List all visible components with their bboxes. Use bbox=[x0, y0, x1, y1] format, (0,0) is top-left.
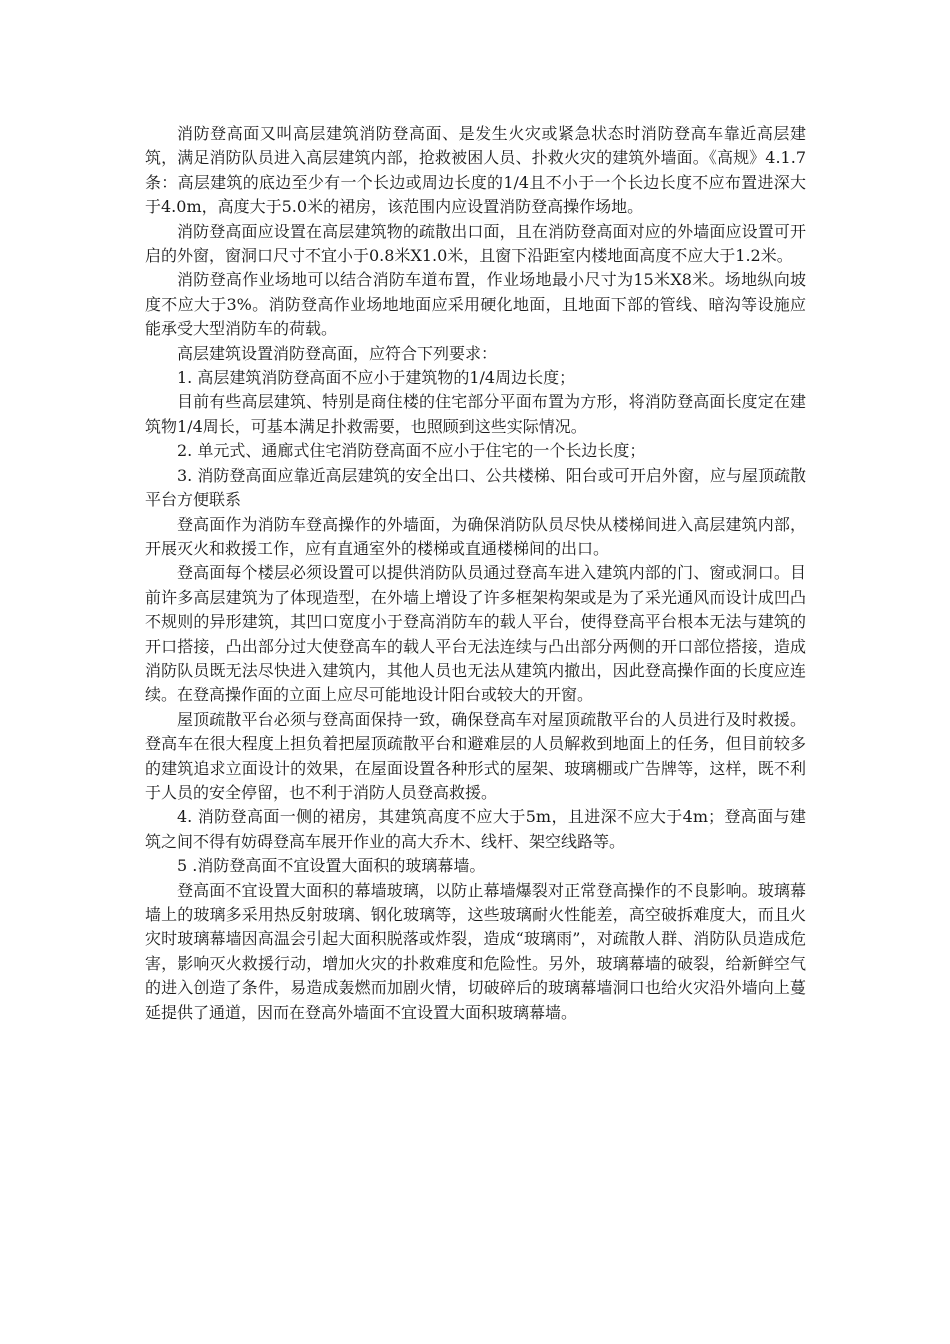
paragraph-requirement-2: 2. 单元式、通廊式住宅消防登高面不应小于住宅的一个长边长度； bbox=[177, 441, 646, 461]
document-body bbox=[145, 122, 806, 1025]
paragraph-requirements-intro: 高层建筑设置消防登高面，应符合下列要求： bbox=[177, 343, 498, 363]
paragraph-requirement-1-note: 目前有些高层建筑、特别是商住楼的住宅部分平面布置为方形，将消防登高面长度定在建筑物1/4周长，可基本满足扑救需要，也照顾到这些实际情况。 bbox=[145, 392, 806, 436]
paragraph-glass-curtain-wall: 登高面不宜设置大面积的幕墙玻璃，以防止幕墙爆裂对正常登高操作的不良影响。玻璃幕墙上的玻璃多采用热反射玻璃、钢化玻璃等，这些玻璃耐火性能差，高空破拆难度大，而且火灾时玻璃幕墙因高温会引起大面积脱落或炸裂，造成“玻璃雨”，对疏散人群、消防队员造成危害，影响灭火救援行动，增加火灾的扑救难度和危险性。另外，玻璃幕墙的破裂，给新鲜空气的进入创造了条件，易造成轰燃而加剧火情，切破碎后的玻璃幕墙洞口也给火灾沿外墙向上蔓延提供了通道，因而在登高外墙面不宜设置大面积玻璃幕墙。 bbox=[145, 880, 806, 1022]
paragraph-exterior-window: 消防登高面应设置在高层建筑物的疏散出口面，且在消防登高面对应的外墙面应设置可开启的外窗，窗洞口尺寸不宜小于0.8米X1.0米，且窗下沿距室内楼地面高度不应大于1.2米。 bbox=[145, 221, 806, 266]
paragraph-operation-site: 消防登高作业场地可以结合消防车道布置，作业场地最小尺寸为15米X8米。场地纵向坡度不应大于3%。消防登高作业场地地面应采用硬化地面，且地面下部的管线、暗沟等设施应能承受大型消防车的荷载。 bbox=[145, 270, 806, 339]
paragraph-stair-access: 登高面作为消防车登高操作的外墙面，为确保消防队员尽快从楼梯间进入高层建筑内部，开展灭火和救援工作，应有直通室外的楼梯或直通楼梯间的出口。 bbox=[145, 514, 806, 558]
paragraph-requirement-1: 1. 高层建筑消防登高面不应小于建筑物的1/4周边长度； bbox=[177, 368, 576, 388]
paragraph-floor-openings: 登高面每个楼层必须设置可以提供消防队员通过登高车进入建筑内部的门、窗或洞口。目前许多高层建筑为了体现造型，在外墙上增设了许多框架构架或是为了采光通风而设计成凹凸不规则的异形建筑，其凹口宽度小于登高消防车的载人平台，使得登高平台根本无法与建筑的开口搭接，凸出部分过大使登高车的载人平台无法连续与凸出部分两侧的开口部位搭接，造成消防队员既无法尽快进入建筑内，其他人员也无法从建筑内撤出，因此登高操作面的长度应连续。在登高操作面的立面上应尽可能地设计阳台或较大的开窗。 bbox=[145, 563, 806, 705]
paragraph-requirement-5: 5 .消防登高面不宜设置大面积的玻璃幕墙。 bbox=[177, 856, 486, 876]
paragraph-requirement-4: 4. 消防登高面一侧的裙房，其建筑高度不应大于5m，且进深不应大于4m；登高面与建筑之间不得有妨碍登高车展开作业的高大乔木、线杆、架空线路等。 bbox=[145, 807, 806, 851]
paragraph-requirement-3: 3. 消防登高面应靠近高层建筑的安全出口、公共楼梯、阳台或可开启外窗，应与屋顶疏散平台方便联系 bbox=[145, 465, 806, 510]
paragraph-definition: 消防登高面又叫高层建筑消防登高面、是发生火灾或紧急状态时消防登高车靠近高层建筑，满足消防队员进入高层建筑内部，抢救被困人员、扑救火灾的建筑外墙面。《高规》4.1.7条：高层建筑的底边至少有一个长边或周边长度的1/4且不小于一个长边长度不应布置进深大于4.0m，高度大于5.0米的裙房，该范围内应设置消防登高操作场地。 bbox=[145, 124, 806, 217]
paragraph-roof-platform: 屋顶疏散平台必须与登高面保持一致，确保登高车对屋顶疏散平台的人员进行及时救援。登高车在很大程度上担负着把屋顶疏散平台和避难层的人员解救到地面上的任务，但目前较多的建筑追求立面设计的效果，在屋面设置各种形式的屋架、玻璃棚或广告牌等，这样，既不利于人员的安全停留，也不利于消防人员登高救援。 bbox=[145, 709, 806, 802]
